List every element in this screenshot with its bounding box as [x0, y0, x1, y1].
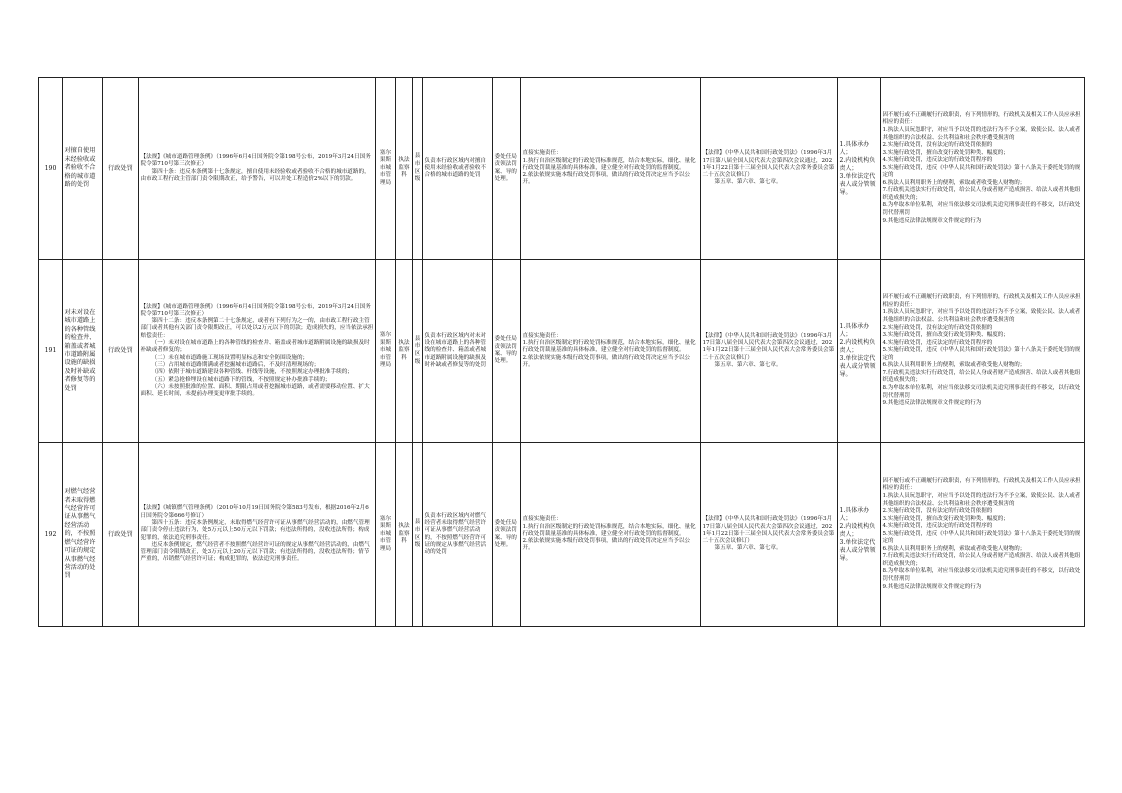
basis-article: 第四十条：违反本条例第十七条规定，擅自使用未经验收或者验收不合格的城市道路的，由市政工程行政主管部门责令限期改正，给予警告，可以并处工程造价2%以下的罚款。 — [140, 168, 370, 182]
acct-item: 1.执法人员玩忽职守，对应当予以处罚的违法行为不予立案，致使公民、法人或者其他组织的合法权益、公共利益和社会秩序遭受损害的 — [882, 492, 1081, 507]
acct-item: 4.实施行政处罚，违反法定的行政处罚程序的 — [882, 523, 993, 530]
acct-item: 2.实施行政处罚，没有法定的行政处罚依据的 — [882, 508, 993, 515]
impl-heading: 直接实施责任： — [522, 150, 562, 157]
table-row — [39, 260, 1085, 443]
implementing-unit: 塞尔果斯市城市管理局 — [376, 78, 396, 260]
impl-item: 1.执行自治区级制定的行政处罚标准规范，结合本地实际，细化、量化行政处罚裁量基准的具体标准，建立健全对行政处罚的监督制度。 — [522, 340, 696, 354]
responsible-office: 执法监察科 — [396, 78, 413, 260]
responsible-roles — [838, 443, 881, 627]
basis-source: 【法规】《城市道路管理条例》（1996年6月4日国务院令第198号公布，2019年3月24日国务院令第710号第三次修正） — [140, 153, 371, 168]
role-item: 2.内设机构负责人； — [839, 156, 876, 172]
scope-of-duty: 负责本行政区域内对擅自使用未经验收或者验收不合格的城市道路的处罚 — [423, 78, 493, 260]
accountability-cases — [881, 260, 1085, 443]
acct-item: 1.执法人员玩忽职守，对应当予以处罚的违法行为不予立案，致使公民、法人或者其他组织的合法权益、公共利益和社会秩序遭受损害的 — [882, 126, 1081, 141]
row-number: 191 — [39, 260, 63, 443]
law-chapters: 第五章、第六章、第七章。 — [714, 361, 782, 368]
acct-item: 5.实施行政处罚，违反《中华人民共和国行政处罚法》第十八条关于委托处罚的规定的 — [882, 347, 1081, 361]
accountability-law — [701, 260, 838, 443]
acct-item: 6.执法人员利用职务上的便利，索取或者收受他人财物的； — [882, 545, 1026, 552]
basis-source: 【法规】《城镇燃气管理条例》（2010年10月19日国务院令第583号发布，根据2016年2月6日国务院令第666号修订） — [140, 505, 369, 519]
admin-level: 县市区级 — [413, 443, 423, 627]
impl-item: 2.依法依规实施本级行政处罚事项，做出的行政处罚决定应当予以公开。 — [522, 354, 691, 368]
legal-basis — [139, 78, 376, 260]
row-number: 190 — [39, 78, 63, 260]
basis-source: 【法规】《城市道路管理条例》（1996年6月4日国务院令第198号公布，2019年3月24日国务院令第710号第三次修正） — [140, 303, 371, 317]
role-item: 1.具体承办人； — [839, 323, 870, 338]
acct-item: 8.为牟取本单位私利，对应当依法移交司法机关追究刑事责任的不移交，以行政处罚代替刑罚 — [882, 568, 1081, 582]
acct-item: 2.实施行政处罚，没有法定的行政处罚依据的 — [882, 324, 993, 331]
implementing-unit: 塞尔果斯市城市管理局 — [376, 260, 396, 443]
implementation-duty — [521, 443, 701, 627]
row-number: 192 — [39, 443, 63, 627]
role-item: 3.单位法定代表人或分管领导。 — [839, 538, 876, 562]
accountability-law — [701, 78, 838, 260]
basis-clause: （二）未在城市道路施工现场设置明显标志和安全防围设施的； — [151, 354, 309, 361]
item-name: 对擅自使用未经验收或者验收不合格的城市道路的处罚 — [63, 78, 103, 260]
responsible-office: 执法监察科 — [396, 260, 413, 443]
acct-item: 6.执法人员利用职务上的便利，索取或者收受他人财物的； — [882, 362, 1026, 369]
law-source: 【法律】《中华人民共和国行政处罚法》（1996年3月17日第八届全国人民代表大会第四次会议通过，2021年1月22日第十三届全国人民代表大会常务委员会第二十五次会议修订） — [702, 516, 835, 545]
role-item: 1.具体承办人； — [839, 140, 870, 156]
acct-item: 因不履行或不正确履行行政职责，有下列情形的，行政机关及相关工作人员应承担相应的责任： — [882, 477, 1081, 492]
table-row — [39, 443, 1085, 627]
impl-heading: 直接实施责任： — [522, 516, 562, 523]
acct-item: 8.为牟取本单位私利，对应当依法移交司法机关追究刑事责任的不移交，以行政处罚代替刑罚 — [882, 202, 1081, 216]
accountability-law — [701, 443, 838, 627]
acct-item: 3.实施行政处罚，擅自改变行政处罚种类、幅度的； — [882, 149, 1009, 156]
responsible-roles — [838, 260, 881, 443]
item-name: 对燃气经营者未取得燃气经营许可证从事燃气经营活动的，不按照燃气经营许可证的规定从事燃气经营活动的处罚 — [63, 443, 103, 627]
impl-item: 2.依法依规实施本级行政处罚事项，做出的行政处罚决定应当予以公开。 — [522, 538, 691, 552]
acct-item: 5.实施行政处罚，违反《中华人民共和国行政处罚法》第十八条关于委托处罚的规定的 — [882, 164, 1081, 179]
acct-item: 7.行政机关违法实行行政处罚，给公民人身或者财产造成损害、给法人或者其他组织造成损失的； — [882, 553, 1081, 567]
responsibility-table — [38, 77, 1085, 627]
basis-article: 第四十五条：违反本条例规定，未取得燃气经营许可证从事燃气经营活动的，由燃气管理部门责令停止违法行为，处5万元以上50万元以下罚款；有违法所得的，没收违法所得；构成犯罪的，依法追究刑事责任。 — [140, 519, 370, 541]
acct-item: 因不履行或不正确履行行政职责，有下列情形的，行政机关及相关工作人员应承担相应的责任： — [882, 294, 1081, 308]
implementing-unit: 塞尔果斯市城市管理局 — [376, 443, 396, 627]
item-name: 对未对设在城市道路上的各种管线的检查井、箱盖或者城市道路附属设施的缺损及时补缺或者修复等的处罚 — [63, 260, 103, 443]
legal-basis — [139, 443, 376, 627]
basis-clause: （六）未按照批准的位置、面积、期限占用或者挖掘城市道路，或者需要移动位置、扩大面积、延长时间，未提前办理变更审批手续的。 — [140, 383, 370, 398]
role-item: 1.具体承办人； — [839, 506, 870, 522]
role-item: 2.内设机构负责人； — [839, 522, 876, 538]
responsible-roles — [838, 78, 881, 260]
acct-item: 因不履行或不正确履行行政职责，有下列情形的，行政机关及相关工作人员应承担相应的责任： — [882, 111, 1081, 126]
role-item: 2.内设机构负责人； — [839, 339, 876, 354]
acct-item: 7.行政机关违法实行行政处罚，给公民人身或者财产造成损害、给法人或者其他组织造成损失的； — [882, 187, 1081, 201]
department-duty: 委处任局责领法罚案、导的处理。 — [493, 443, 521, 627]
basis-clause: （三）占用城市道路期满或者挖掘城市道路后，不及时清理现场的； — [151, 361, 320, 368]
impl-item: 2.依法依规实施本级行政处罚事项，做出的行政处罚决定应当予以公开。 — [522, 172, 691, 186]
implementation-duty — [521, 260, 701, 443]
acct-item: 5.实施行政处罚，违反《中华人民共和国行政处罚法》第十八条关于委托处罚的规定的 — [882, 530, 1081, 545]
law-source: 【法律】《中华人民共和国行政处罚法》（1996年3月17日第八届全国人民代表大会第四次会议通过，2021年1月22日第十三届全国人民代表大会常务委员会第二十五次会议修订） — [702, 150, 835, 179]
acct-item: 1.执法人员玩忽职守，对应当予以处罚的违法行为不予立案，致使公民、法人或者其他组织的合法权益、公共利益和社会秩序遭受损害的 — [882, 309, 1081, 324]
acct-item: 4.实施行政处罚，违反法定的行政处罚程序的 — [882, 157, 993, 164]
accountability-cases — [881, 78, 1085, 260]
scope-of-duty: 负责本行政区域内对燃气经营者未取得燃气经营许可证从事燃气经营活动的，不按照燃气经营许可证的规定从事燃气经营活动的处罚 — [423, 443, 493, 627]
law-chapters: 第五章、第六章、第七章。 — [714, 179, 782, 186]
acct-item: 9.其他违反法律法规规章文件规定的行为 — [882, 583, 982, 590]
legal-basis — [139, 260, 376, 443]
basis-clause: （一）未对设在城市道路上的各种管线的检查井、箱盖或者城市道路附属设施的缺损及时补缺或者修复的； — [140, 340, 370, 354]
item-type: 行政处罚 — [103, 260, 139, 443]
impl-item: 1.执行自治区级制定的行政处罚标准规范，结合本地实际，细化、量化行政处罚裁量基准的具体标准，建立健全对行政处罚的监督制度。 — [522, 523, 696, 537]
basis-article: 违反本条例规定，燃气经营者不按照燃气经营许可证的规定从事燃气经营活动的，由燃气管理部门责令限期改正，处3万元以上20万元以下罚款；有违法所得的，没收违法所得；情节严重的，吊销燃气经营许可证；构成犯罪的，依法追究刑事责任。 — [140, 541, 370, 563]
acct-item: 8.为牟取本单位私利，对应当依法移交司法机关追究刑事责任的不移交，以行政处罚代替刑罚 — [882, 384, 1081, 399]
item-type: 行政处罚 — [103, 443, 139, 627]
impl-heading: 直接实施责任： — [522, 332, 562, 339]
acct-item: 7.行政机关违法实行行政处罚，给公民人身或者财产造成损害、给法人或者其他组织造成损失的； — [882, 369, 1081, 384]
acct-item: 4.实施行政处罚，违反法定的行政处罚程序的 — [882, 339, 993, 346]
responsible-office: 执法监察科 — [396, 443, 413, 627]
basis-article: 第四十二条：违反本条例第二十七条规定，或者有下列行为之一的，由市政工程行政主管部门或者其他有关部门责令限期改正，可以处以2万元以下的罚款；造成损失的，应当依法承担赔偿责任： — [140, 318, 374, 339]
role-item: 3.单位法定代表人或分管领导。 — [839, 172, 876, 196]
item-type: 行政处罚 — [103, 78, 139, 260]
acct-item: 3.实施行政处罚，擅自改变行政处罚种类、幅度的； — [882, 515, 1009, 522]
admin-level: 县市区级 — [413, 260, 423, 443]
accountability-cases — [881, 443, 1085, 627]
scope-of-duty: 负责本行政区域内对未对设在城市道路上的各种管线的检查井、箱盖或者城市道路附属设施的缺损及时补缺或者修复等的处罚 — [423, 260, 493, 443]
role-item: 3.单位法定代表人或分管领导。 — [839, 355, 876, 378]
impl-item: 1.执行自治区级制定的行政处罚标准规范，结合本地实际，细化、量化行政处罚裁量基准的具体标准，建立健全对行政处罚的监督制度。 — [522, 157, 696, 171]
implementation-duty — [521, 78, 701, 260]
department-duty: 委处任局责领法罚案、导的处理。 — [493, 78, 521, 260]
acct-item: 9.其他违反法律法规规章文件规定的行为 — [882, 217, 982, 224]
acct-item: 6.执法人员利用职务上的便利，索取或者收受他人财物的； — [882, 179, 1026, 186]
department-duty: 委处任局责领法罚案、导的处理。 — [493, 260, 521, 443]
table-row — [39, 78, 1085, 260]
law-source: 【法律】《中华人民共和国行政处罚法》（1996年3月17日第八届全国人民代表大会第四次会议通过，2021年1月22日第十三届全国人民代表大会常务委员会第二十五次会议修订） — [702, 332, 835, 361]
basis-clause: （四）依附于城市道路建设各种管线、杆线等设施，不按照规定办理批准手续的； — [151, 369, 353, 376]
acct-item: 2.实施行政处罚，没有法定的行政处罚依据的 — [882, 142, 993, 149]
admin-level: 县市区级 — [413, 78, 423, 260]
basis-clause: （五）紧急抢修埋设在城市道路下的管线，不按照规定补办批准手续的； — [151, 376, 331, 383]
acct-item: 3.实施行政处罚，擅自改变行政处罚种类、幅度的； — [882, 332, 1009, 339]
law-chapters: 第五章、第六章、第七章。 — [714, 545, 782, 552]
acct-item: 9.其他违反法律法规规章文件规定的行为 — [882, 400, 982, 407]
